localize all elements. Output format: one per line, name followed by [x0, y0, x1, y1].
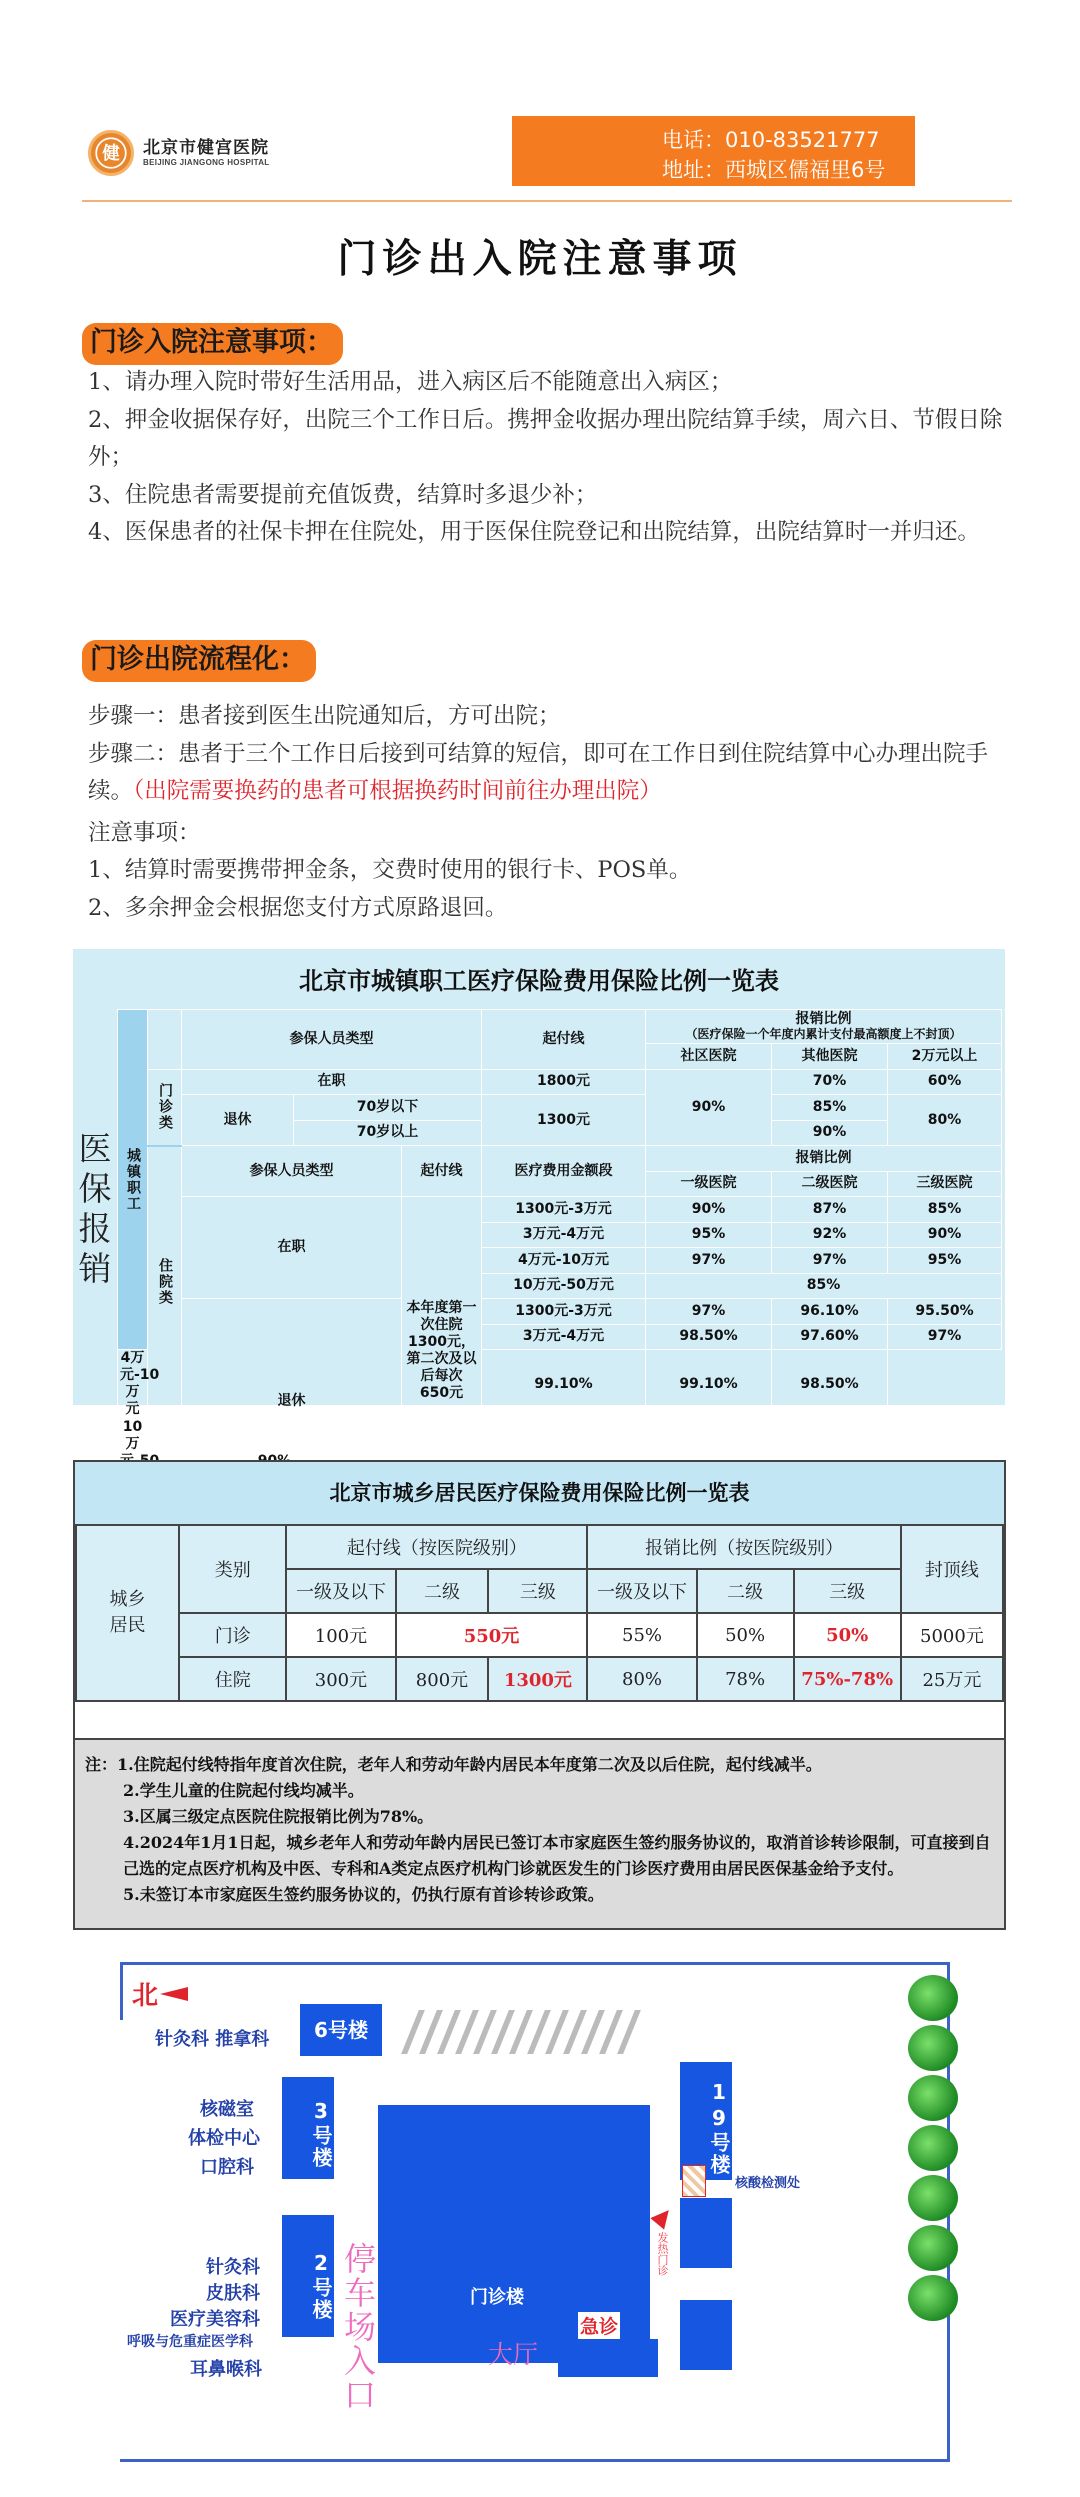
phone-text: 电话：010-83521777 [662, 128, 880, 152]
table1-op-retired-threshold: 1300元 [482, 1095, 646, 1146]
svg-text:健: 健 [102, 144, 120, 165]
table2-h-level3: 三级 [794, 1569, 901, 1613]
table1-title: 北京市城镇职工医疗保险费用保险比例一览表 [299, 967, 779, 995]
table2-cell: 100元 [286, 1613, 395, 1657]
table1-ip-h-threshold: 起付线 [402, 1146, 482, 1197]
table1-h-ratio-note: （医疗保险一个年度内累计支付最高额度上不封顶） [685, 1026, 962, 1041]
table2-h-threshold: 起付线（按医院级别） [286, 1525, 587, 1569]
hall-label: 大厅 [487, 2340, 538, 2369]
table1-ip-rate: 97.60% [772, 1324, 888, 1350]
table2-h-ratio: 报销比例（按医院级别） [587, 1525, 900, 1569]
table1-ip-h-type: 参保人员类型 [182, 1146, 402, 1197]
building2-dept: 医疗美容科 [170, 2309, 260, 2330]
section2-heading: 门诊出院流程化： [82, 640, 316, 682]
table2-cell: 80% [587, 1657, 696, 1701]
table2-h-level2: 二级 [396, 1569, 489, 1613]
table1-ip-h-level2: 二级医院 [772, 1171, 888, 1197]
table1-group-label: 城镇职工 [118, 1010, 148, 1350]
section1-body [88, 364, 1008, 552]
table1-ip-h-level1: 一级医院 [646, 1171, 772, 1197]
table1-ip-rate: 99.10% [482, 1350, 646, 1419]
table2-h-level1: 一级及以下 [587, 1569, 696, 1613]
tree-icon [908, 2125, 958, 2171]
table1-ip-rate: 96.10% [772, 1299, 888, 1325]
section1-item: 3、住院患者需要提前充值饭费，结算时多退少补； [88, 481, 598, 508]
table1-op-employed-threshold: 1800元 [482, 1069, 646, 1095]
table1-ip-rate: 85% [888, 1197, 1002, 1223]
table2-notes [75, 1738, 1004, 1928]
resident-insurance-table [73, 1460, 1006, 1930]
building2-dept: 呼吸与危重症医学科 [127, 2334, 253, 2350]
table2-cell: 550元 [396, 1613, 588, 1657]
table2-h-level1: 一级及以下 [286, 1569, 395, 1613]
table1-op-under70: 70岁以下 [294, 1095, 482, 1121]
section1-item: 4、医保患者的社保卡押在住院处，用于医保住院登记和出院结算，出院结算时一并归还。 [88, 519, 980, 545]
table1-side-label: 医保报销 [78, 1129, 112, 1288]
building-2: 2号楼 [282, 2215, 334, 2337]
table1-ip-range: 10万 [118, 1419, 148, 1505]
table1-ip-range: 4万元-10万元 [482, 1248, 646, 1274]
table1-ip-rate: 90% [646, 1197, 772, 1223]
section1-item: 1、请办理入院时带好生活用品，进入病区后不能随意出入病区； [88, 369, 733, 395]
table1-ip-rate: 87% [772, 1197, 888, 1223]
tree-icon [908, 2175, 958, 2221]
table1-h-over20k: 2万元以上 [888, 1044, 1002, 1070]
page-header [0, 0, 1080, 205]
step2-text [88, 736, 1008, 811]
parking-entrance-label: 停车场入口 [343, 2240, 376, 2414]
table1-ip-rate: 95% [888, 1248, 1002, 1274]
table1-ip-retired: 退休 [182, 1299, 402, 1505]
employee-insurance-table [73, 949, 1005, 1452]
building-6: 6号楼 [300, 2004, 382, 2056]
table1-h-community: 社区医院 [646, 1044, 772, 1070]
table1-ip-rate: 85% [646, 1273, 1002, 1299]
fever-clinic-block [680, 2198, 732, 2268]
table1-op-over20k-rate: 80% [888, 1095, 1002, 1146]
table1-ip-h-ratio: 报销比例 [646, 1146, 1002, 1172]
tree-icon [908, 2075, 958, 2121]
table2-row-type: 门诊 [179, 1613, 286, 1657]
map-border-segment [120, 1965, 123, 2020]
building2-dept: 耳鼻喉科 [190, 2359, 262, 2380]
table2-group-label [76, 1525, 179, 1701]
table1-ip-rate: 97% [772, 1248, 888, 1274]
step2-main: 步骤二：患者于三个工作日后接到可结算的短信，即可在工作日到住院结算中心办理出院手续。 [88, 740, 989, 804]
building3-dept: 核磁室 [200, 2099, 254, 2120]
hospital-name-cn: 北京市健宫医院 [143, 138, 269, 158]
table1-ip-h-amount: 医疗费用金额段 [482, 1146, 646, 1197]
table1-h-threshold: 起付线 [482, 1010, 646, 1070]
table2-cell: 50% [794, 1613, 901, 1657]
table1-ip-employed: 在职 [182, 1197, 402, 1299]
address-text: 地址：西城区儒福里6号 [662, 158, 886, 182]
table1-grid [117, 1009, 1002, 1505]
tree-icon [908, 1975, 958, 2021]
table1-ip-rate: 95.50% [888, 1299, 1002, 1325]
step2-note: （出院需要换药的患者可根据换药时间前往办理出院） [133, 778, 662, 804]
table1-ip-rate: 92% [772, 1222, 888, 1248]
table1-ip-rate: 97% [888, 1324, 1002, 1350]
building-19-south-block [680, 2300, 732, 2370]
building3-dept: 口腔科 [200, 2157, 254, 2178]
table1-op-employed: 在职 [182, 1069, 482, 1095]
table1-blank [148, 1010, 182, 1070]
table1-ip-range: 3万元-4万元 [482, 1324, 646, 1350]
building2-dept: 针灸科 [206, 2257, 260, 2278]
section1-item: 2、押金收据保存好，出院三个工作日后。携押金收据办理出院结算手续，周六日、节假日除外； [88, 406, 1003, 470]
table2-cell: 25万元 [901, 1657, 1003, 1701]
table1-op-over70: 70岁以上 [294, 1120, 482, 1146]
table2-cell: 5000元 [901, 1613, 1003, 1657]
table1-inpatient-label: 住院类 [148, 1146, 182, 1419]
table1-ip-rate: 97% [646, 1248, 772, 1274]
table1-ip-rate: 98.50% [646, 1324, 772, 1350]
outpatient-building-label: 门诊楼 [470, 2287, 524, 2308]
table2-cell: 1300元 [488, 1657, 587, 1701]
test-site-icon [682, 2165, 706, 2197]
table2-cell: 300元 [286, 1657, 395, 1701]
test-site-label: 核酸检测处 [735, 2176, 801, 2191]
tree-icon [908, 2025, 958, 2071]
fever-clinic-label: 发热门诊 [656, 2232, 669, 2276]
table2-cell: 800元 [396, 1657, 489, 1701]
table2-row-type: 住院 [179, 1657, 286, 1701]
table1-h-other: 其他医院 [772, 1044, 888, 1070]
table1-ip-rate: 99.10% [646, 1350, 772, 1419]
table1-op-over20k-rate: 60% [888, 1069, 1002, 1095]
table2-h-category: 类别 [179, 1525, 286, 1613]
table1-ip-range: 1300元-3万元 [482, 1197, 646, 1223]
table1-ip-range: 1300元-3万元 [482, 1299, 646, 1325]
table2-note: 5.未签订本市家庭医生签约服务协议的，仍执行原有首诊转诊政策。 [123, 1885, 604, 1904]
table2-h-level3: 三级 [488, 1569, 587, 1613]
emergency-block [558, 2339, 658, 2377]
table1-ip-range: 10万元-50万元 [482, 1273, 646, 1299]
tree-icon [908, 2225, 958, 2271]
north-arrow-icon [160, 1987, 188, 2001]
notes-label: 注意事项： [88, 819, 201, 846]
emergency-label: 急诊 [578, 2312, 620, 2339]
table2-cell: 50% [697, 1613, 794, 1657]
table1-op-community-rate: 90% [646, 1069, 772, 1146]
building-19: 19号楼 [680, 2062, 732, 2180]
table2-note: 2.学生儿童的住院起付线均减半。 [123, 1781, 364, 1800]
table2-note: 3.区属三级定点医院住院报销比例为78%。 [123, 1807, 434, 1826]
table1-op-other-rate: 85% [772, 1095, 888, 1121]
table1-h-type: 参保人员类型 [182, 1010, 482, 1070]
table2-h-level2: 二级 [697, 1569, 794, 1613]
table2-grid [75, 1524, 1004, 1702]
page-title: 门诊出入院注意事项 [337, 237, 743, 282]
table1-h-ratio-label: 报销比例 [795, 1010, 852, 1027]
tree-icon [908, 2275, 958, 2321]
north-label: 北 [132, 1981, 159, 2011]
section1-heading: 门诊入院注意事项： [82, 323, 343, 365]
table1-op-other-rate: 90% [772, 1120, 888, 1146]
table1-ip-range: 3万元-4万元 [482, 1222, 646, 1248]
table2-cell: 78% [697, 1657, 794, 1701]
note-item: 2、多余押金会根据您支付方式原路退回。 [88, 894, 508, 921]
note-item: 1、结算时需要携带押金条，交费时使用的银行卡、POS单。 [88, 857, 692, 883]
table2-cell: 75%-78% [794, 1657, 901, 1701]
table2-cell: 55% [587, 1613, 696, 1657]
table2-note: 注：1.住院起付线特指年度首次住院，老年人和劳动年龄内居民本年度第二次及以后住院，起付线减半。 [85, 1755, 822, 1774]
table1-ip-rate: 98.50% [772, 1350, 888, 1419]
table1-op-retired: 退休 [182, 1095, 294, 1146]
table2-group-text: 城乡居民 [109, 1589, 146, 1636]
hospital-logo-icon [88, 130, 134, 176]
header-divider [82, 200, 1012, 202]
table1-outpatient-label: 门诊类 [148, 1069, 182, 1146]
table2-note: 4.2024年1月1日起，城乡老年人和劳动年龄内居民已签订本市家庭医生签约服务协议的，取消首诊转诊限制，可直接到自己选的定点医疗机构及中医、专科和A类定点医疗机构门诊就医发生的门诊医疗费用由居民医保基金给予支付。 [123, 1833, 991, 1878]
table2-h-cap: 封顶线 [901, 1525, 1003, 1613]
contact-box [512, 116, 915, 186]
table1-ip-range: 4万元-10万元 [118, 1350, 148, 1419]
building-3: 3号楼 [282, 2077, 334, 2179]
table1-h-ratio [646, 1010, 1002, 1044]
table1-ip-threshold: 本年度第一次住院1300元，第二次及以后每次650元 [402, 1197, 482, 1505]
table2-title: 北京市城乡居民医疗保险费用保险比例一览表 [75, 1462, 1004, 1524]
table1-ip-rate: 97% [646, 1299, 772, 1325]
table1-ip-h-level3: 三级医院 [888, 1171, 1002, 1197]
section2-body [88, 698, 1008, 927]
building2-dept: 皮肤科 [206, 2283, 260, 2304]
table1-ip-rate: 90% [888, 1222, 1002, 1248]
building3-dept: 体检中心 [188, 2128, 260, 2149]
table1-op-other-rate: 70% [772, 1069, 888, 1095]
step1-text: 步骤一：患者接到医生出院通知后，方可出院； [88, 703, 561, 729]
building6-depts: 针灸科 推拿科 [155, 2029, 270, 2050]
hospital-name-en: BEIJING JIANGONG HOSPITAL [143, 158, 270, 167]
table1-ip-rate: 95% [646, 1222, 772, 1248]
